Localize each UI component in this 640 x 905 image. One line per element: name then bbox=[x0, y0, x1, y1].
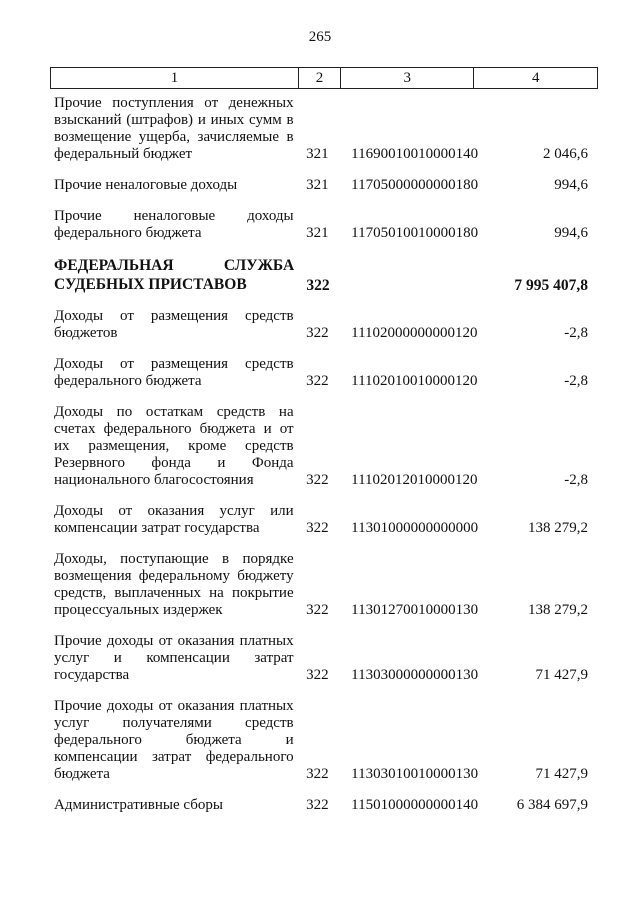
row-budget-code: 11705000000000180 bbox=[351, 177, 479, 193]
row-description: Доходы от размещения средств федерального бюджета bbox=[54, 356, 294, 389]
table-row bbox=[50, 551, 598, 619]
page-number: 265 bbox=[308, 29, 332, 45]
row-admin-code: 322 bbox=[306, 602, 329, 618]
row-budget-code: 11301270010000130 bbox=[351, 602, 479, 618]
table-row bbox=[50, 95, 598, 163]
row-description: Доходы, поступающие в порядке возмещения федеральному бюджету средств, выплаченных на покрытие процессуальных издержек bbox=[54, 551, 294, 618]
header-col-2: 2 bbox=[298, 68, 340, 88]
row-budget-code: 11303010010000130 bbox=[351, 766, 479, 782]
table-row bbox=[50, 797, 598, 814]
row-budget-code: 11102012010000120 bbox=[351, 472, 478, 488]
row-amount: -2,8 bbox=[564, 325, 589, 341]
row-budget-code: 11102000000000120 bbox=[351, 325, 478, 341]
table-header bbox=[50, 67, 598, 89]
table-row bbox=[50, 503, 598, 537]
table-row bbox=[50, 208, 598, 242]
header-col-1: 1 bbox=[170, 70, 179, 86]
row-admin-code: 321 bbox=[306, 146, 329, 162]
row-amount: 71 427,9 bbox=[535, 667, 589, 683]
table-row bbox=[50, 404, 598, 489]
row-amount: 138 279,2 bbox=[528, 602, 589, 618]
row-amount: 994,6 bbox=[554, 177, 589, 193]
row-admin-code: 321 bbox=[306, 225, 329, 241]
row-budget-code: 11102010010000120 bbox=[351, 373, 478, 389]
row-admin-code: 321 bbox=[306, 177, 329, 193]
row-amount: 71 427,9 bbox=[535, 766, 589, 782]
table-body bbox=[50, 89, 598, 814]
row-amount: -2,8 bbox=[564, 472, 589, 488]
row-admin-code: 322 bbox=[306, 472, 329, 488]
row-description: Доходы от размещения средств бюджетов bbox=[54, 308, 294, 341]
row-admin-code: 322 bbox=[306, 797, 329, 813]
table-row bbox=[50, 633, 598, 684]
row-amount: -2,8 bbox=[564, 373, 589, 389]
row-admin-code: 322 bbox=[306, 667, 329, 683]
row-description: Доходы по остаткам средств на счетах федерального бюджета и от их размещения, кроме средств Резервного фонда и Фонда национального благосостояния bbox=[54, 404, 294, 488]
table-row bbox=[50, 356, 598, 390]
row-admin-code: 322 bbox=[306, 520, 329, 536]
row-description: Прочие неналоговые доходы bbox=[54, 177, 238, 193]
row-description: Прочие доходы от оказания платных услуг и компенсации затрат государства bbox=[54, 633, 294, 683]
row-admin-code: 322 bbox=[306, 325, 329, 341]
row-amount: 2 046,6 bbox=[543, 146, 589, 162]
row-budget-code: 11705010010000180 bbox=[351, 225, 479, 241]
row-description: Доходы от оказания услуг или компенсации затрат государства bbox=[54, 503, 294, 536]
row-amount: 138 279,2 bbox=[528, 520, 589, 536]
budget-table bbox=[50, 67, 598, 828]
row-admin-code: 322 bbox=[306, 373, 329, 389]
row-admin-code: 322 bbox=[306, 766, 329, 782]
row-description: Прочие неналоговые доходы федерального бюджета bbox=[54, 208, 294, 241]
table-row bbox=[50, 308, 598, 342]
table-row bbox=[50, 177, 598, 194]
row-budget-code: 11303000000000130 bbox=[351, 667, 479, 683]
row-amount: 7 995 407,8 bbox=[514, 277, 589, 294]
header-col-3: 3 bbox=[340, 68, 474, 88]
row-budget-code: 11690010010000140 bbox=[351, 146, 479, 162]
row-description: Прочие доходы от оказания платных услуг получателями средств федерального бюджета и компенсации затрат федерального бюджета bbox=[54, 698, 294, 782]
header-col-4: 4 bbox=[473, 68, 597, 88]
row-budget-code: 11301000000000000 bbox=[351, 520, 479, 536]
row-description: Прочие поступления от денежных взысканий (штрафов) и иных сумм в возмещение ущерба, зачисляемые в федеральный бюджет bbox=[54, 95, 294, 162]
row-description: Административные сборы bbox=[54, 797, 223, 813]
row-description: ФЕДЕРАЛЬНАЯ СЛУЖБА СУДЕБНЫХ ПРИСТАВОВ bbox=[54, 257, 295, 293]
row-admin-code: 322 bbox=[306, 277, 330, 294]
table-row bbox=[50, 698, 598, 783]
section-header-row bbox=[50, 256, 598, 294]
row-amount: 994,6 bbox=[554, 225, 589, 241]
row-budget-code: 11501000000000140 bbox=[351, 797, 479, 813]
row-amount: 6 384 697,9 bbox=[516, 797, 589, 813]
